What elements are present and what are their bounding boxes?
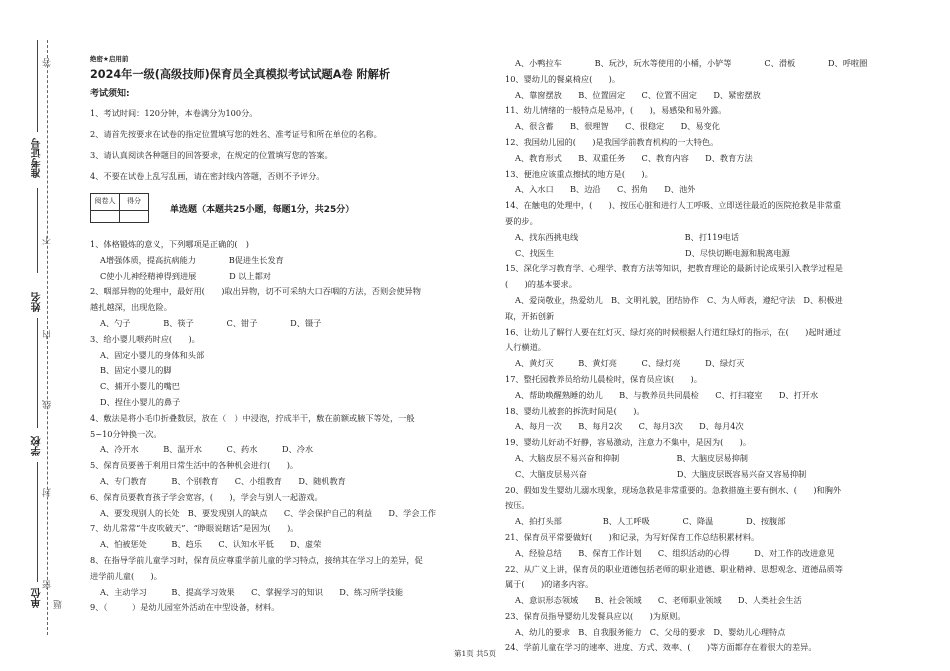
secret-label: 绝密★启用前: [90, 55, 129, 63]
question-line: C使小儿神经精神得到进展 D 以上都对: [100, 270, 271, 281]
left-column: [90, 54, 490, 616]
question-line: D、捏住小婴儿的鼻子: [100, 396, 181, 407]
question-line: 6、保育员要教育孩子学会宽容，( )，学会与别人一起游戏。: [90, 491, 323, 502]
question-line: 14、在触电的处理中，( )、按压心脏和进行人工呼吸、立即送往最近的医院抢救是非常重: [505, 200, 842, 211]
left-questions: [90, 237, 490, 616]
candidate-number-blank-2: [37, 188, 38, 273]
question-line: 5、保育员要善于利用日常生活中的各种机会进行( )。: [90, 460, 299, 471]
question-line: 10、婴幼儿的餐桌椅应( )。: [505, 73, 621, 84]
question-line: 越扎越深，出现危险。: [90, 302, 172, 313]
note-line: 2、请首先按要求在试卷的指定位置填写您的姓名、准考证号和所在单位的名称。: [90, 129, 382, 139]
question-line: A、爱岗敬业，热爱幼儿 B、文明礼貌，团结协作 C、为人师表，遵纪守法 D、积极进: [515, 294, 843, 305]
question-line: 4、敷法是将小毛巾折叠数层，放在（ ）中浸泡，拧成半干，敷在前额或腋下等处，一般: [90, 412, 415, 423]
question-line: A、固定小婴儿的身体和头部: [100, 349, 205, 360]
question-line: A、找东西挑电线 B、打119电话: [515, 231, 740, 242]
question-line: 21、保育员平常要做好( )和记录，为写好保育工作总结积累材料。: [505, 531, 760, 542]
question-line: 按压。: [505, 500, 530, 511]
question-line: 8、在指导学前儿童学习时，保育员应尊重学前儿童的学习特点，接纳其在学习上的差异，促: [90, 554, 423, 565]
question-line: 19、婴幼儿好动不好静，容易激动，注意力不集中，是因为( )。: [505, 437, 752, 448]
notes-heading: 考试须知:: [90, 89, 130, 99]
question-line: 5~10分钟换一次。: [90, 428, 162, 439]
question-line: A、主动学习 B、提高学习效果 C、掌握学习的知识 D、练习所学技能: [100, 586, 404, 597]
question-line: A、小鸭拉车 B、玩沙，玩水等使用的小桶，小铲等 C、滑板 D、呼啦圈: [515, 58, 868, 68]
question-line: A、黄灯灭 B、黄灯亮 C、绿灯亮 D、绿灯灭: [515, 358, 745, 369]
question-line: A、幼儿的要求 B、自我服务能力 C、父母的要求 D、婴幼儿心理特点: [515, 626, 786, 637]
question-line: C、大脑皮层易兴奋 D、大脑皮层既容易兴奋又容易抑制: [515, 468, 807, 479]
question-line: A、帮助唤醒熟睡的幼儿 B、与教养员共同晨检 C、打扫寝室 D、打开水: [515, 389, 819, 400]
question-line: A、靠窗摆放 B、位置固定 C、位置不固定 D、紧密摆放: [515, 89, 761, 100]
question-line: 人行横道。: [505, 342, 546, 353]
question-line: 15、深化学习教育学、心理学、教育方法等知识，把教育理论的最新讨论成果引入教学过程是: [505, 263, 843, 274]
question-line: ( )的基本要求。: [505, 279, 577, 290]
question-line: 7、幼儿常常“牛皮吹破天”、“睁眼说瞎话”是因为( )。: [90, 523, 299, 534]
school-blank: [37, 462, 38, 582]
question-line: A、教育形式 B、双重任务 C、教育内容 D、教育方法: [515, 152, 753, 163]
seal-mark-6: 密: [43, 580, 53, 589]
score-header: 得分: [120, 194, 149, 211]
question-line: 20、假如发生婴幼儿溺水现象，现场急救是非常重要的。急救措施主要有倒水、( )和胸外: [505, 484, 842, 495]
question-line: A、很含蓄 B、很理智 C、很稳定 D、易变化: [515, 121, 720, 132]
unit-label: 单位: [32, 588, 43, 608]
question-line: A、经验总结 B、保育工作计划 C、组织活动的心得 D、对工作的改进意见: [515, 547, 835, 558]
question-line: 11、幼儿情绪的一般特点是易冲，( )，易感染和易外露。: [505, 105, 727, 116]
question-line: B、固定小婴儿的脚: [100, 365, 172, 376]
score-cell[interactable]: [120, 210, 149, 222]
question-line: 17、整托园教养员给幼儿晨检时，保育员应该( )。: [505, 373, 702, 384]
question-line: A、大脑皮层不易兴奋和抑制 B、大脑皮层易抑制: [515, 452, 748, 463]
question-line: 23、保育员指导婴幼儿发餐具应以( )为原则。: [505, 610, 686, 621]
question-line: 要的步。: [505, 215, 538, 226]
note-line: 4、不要在试卷上乱写乱画，请在密封线内答题，否则不予评分。: [90, 171, 325, 181]
right-questions: [505, 56, 905, 656]
question-line: A、专门教育 B、个别教育 C、小组教育 D、随机教育: [100, 475, 346, 486]
question-line: 12、我国幼儿园的( )是我国学前教育机构的一大特色。: [505, 136, 719, 147]
question-line: A、勺子 B、筷子 C、钳子 D、镊子: [100, 317, 322, 328]
question-line: A增强体质，提高抗病能力 B促进生长发育: [100, 254, 284, 265]
question-line: A、意识形态领域 B、社会领域 C、老师职业领域 D、人类社会生活: [515, 595, 802, 606]
question-line: 22、从广义上讲，保育员的职业道德包括老师的职业道德、职业精神、思想观念、道德品质等: [505, 563, 843, 574]
candidate-number-blank: [37, 40, 38, 132]
seal-mark-2: 不: [43, 236, 53, 245]
school-label: 学校: [32, 436, 43, 456]
right-column: [505, 56, 905, 656]
question-line: 进学前儿童( )。: [90, 570, 162, 581]
seal-mark-1: 答: [43, 58, 53, 67]
question-line: 属于( )的诸多内容。: [505, 579, 594, 590]
score-section: [90, 189, 490, 229]
question-line: A、冷开水 B、温开水 C、药水 D、冷水: [100, 444, 314, 455]
question-line: 13、便池应该重点擦拭的地方是( )。: [505, 168, 653, 179]
seal-mark-3: 内: [43, 330, 53, 339]
question-line: 9、（ ）是幼儿园室外活动在中型设备，材料。: [90, 602, 280, 613]
question-line: A、要发现别人的长处 B、要发现别人的缺点 C、学会保护自己的利益 D、学会工作: [100, 507, 436, 518]
question-line: A、怕被惩处 B、趋乐 C、认知水平低 D、虚荣: [100, 539, 322, 550]
question-line: 2、咽部异物的处理中，最好用( )取出异物，切不可采纳大口吞咽的方法，否则会使异物: [90, 286, 421, 297]
candidate-number-label: 准考证号: [32, 138, 43, 178]
question-line: 18、婴幼儿被套的拆洗时间是( )。: [505, 405, 645, 416]
question-line: C、捕开小婴儿的嘴巴: [100, 381, 180, 392]
question-line: 3、给小婴儿喂药时应( )。: [90, 333, 200, 344]
question-line: 取，开拓创新: [505, 310, 555, 321]
question-line: 24、学前儿童在学习的速率、进度、方式、效率、( )等方面都存在着很大的差异。: [505, 642, 817, 653]
name-label: 姓名: [32, 292, 43, 312]
question-line: 16、让幼儿了解行人要在红灯灭、绿灯亮的时候根据人行道红绿灯的指示，在( )起时通过: [505, 326, 842, 337]
exam-title: 2024年一级(高级技师)保育员全真模拟考试试题A卷 附解析: [90, 68, 391, 81]
seal-mark-5: 封: [43, 488, 53, 497]
name-blank: [37, 318, 38, 428]
question-line: A、入水口 B、边沿 C、拐角 D、池外: [515, 184, 696, 195]
note-line: 1、考试时间：120分钟，本卷满分为100分。: [90, 108, 258, 118]
question-line: C、找医生 D、尽快切断电源和脱离电源: [515, 247, 790, 258]
seal-mark-4: 线: [43, 400, 53, 409]
section-heading: 单选题（本题共25小题，每题1分，共25分）: [170, 205, 355, 215]
question-line: A、每月一次 B、每月2次 C、每月3次 D、每月4次: [515, 421, 744, 432]
question-line: A、拍打头部 B、人工呼吸 C、降温 D、按腹部: [515, 516, 786, 527]
seal-mark-7: 题: [54, 600, 64, 609]
score-table: [90, 193, 149, 223]
note-line: 3、请认真阅读各种题目的回答要求，在规定的位置填写您的答案。: [90, 150, 333, 160]
binding-margin: [0, 0, 62, 671]
page-footer: 第1页 共5页: [454, 649, 496, 658]
exam-notes: [90, 103, 490, 187]
question-line: 1、体格锻炼的意义，下列哪项是正确的( ): [90, 239, 249, 249]
grader-cell[interactable]: [91, 210, 120, 222]
grader-header: 阅卷人: [91, 194, 120, 211]
